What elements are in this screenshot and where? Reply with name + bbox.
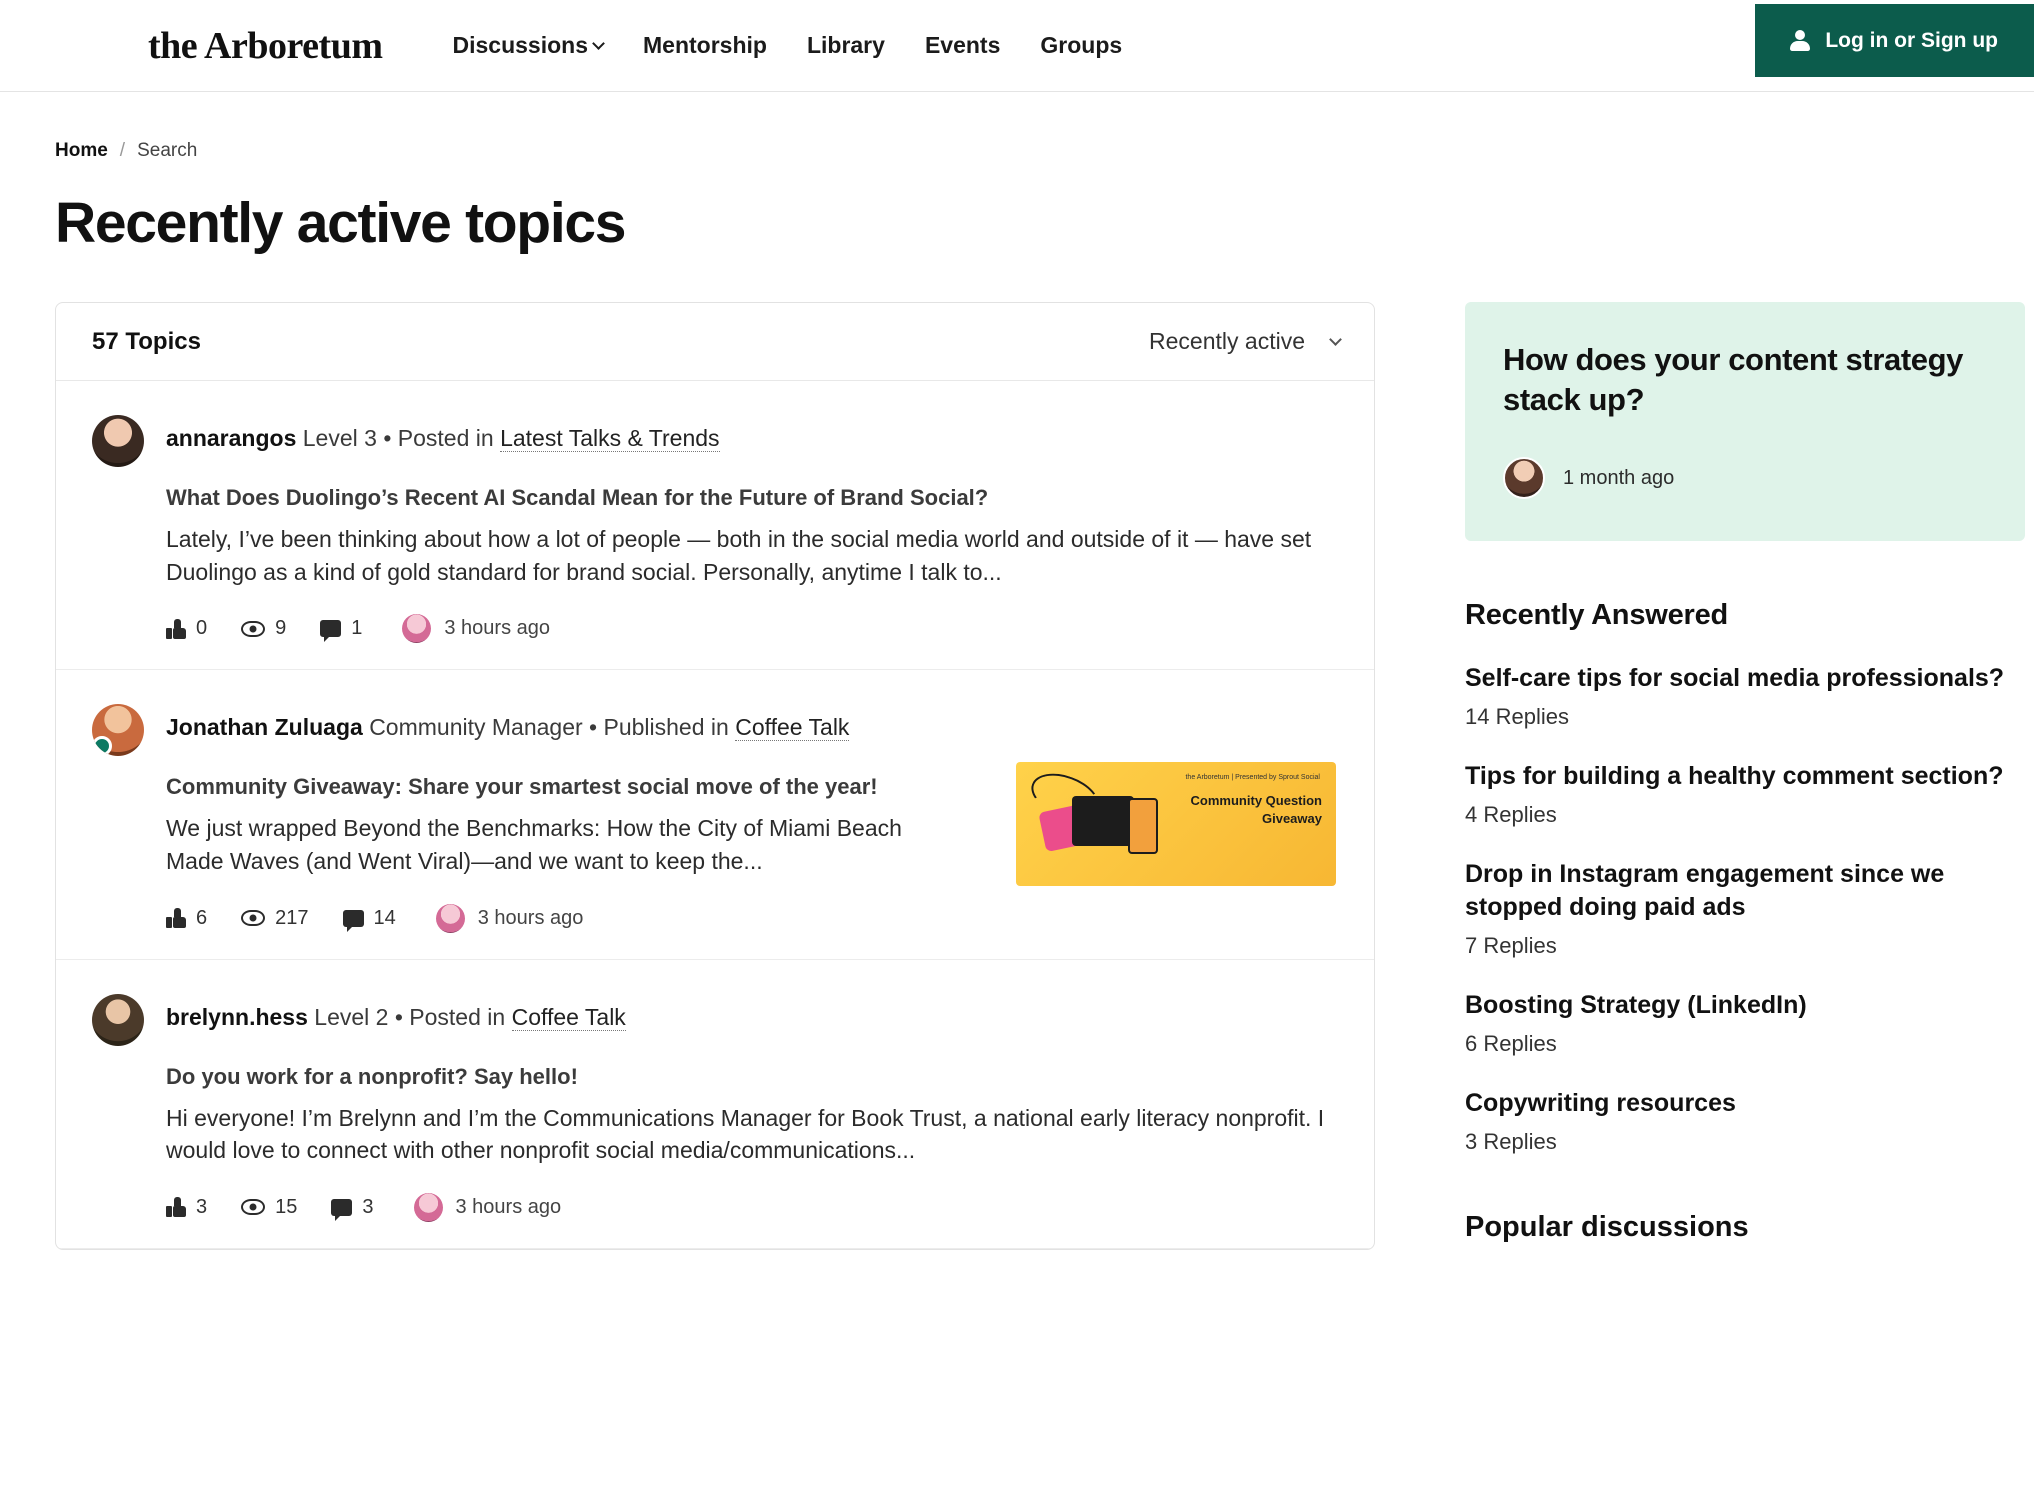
- answered-replies: 14 Replies: [1465, 704, 1569, 730]
- list-item[interactable]: [1465, 858, 2025, 959]
- topic-header: [92, 704, 1338, 756]
- topic-meta: [166, 704, 849, 743]
- site-header: [0, 0, 2034, 92]
- topic-row[interactable]: [56, 960, 1374, 1249]
- answered-question[interactable]: Copywriting resources: [1465, 1089, 1736, 1118]
- list-item[interactable]: [1465, 989, 2025, 1057]
- topic-meta: [166, 994, 626, 1033]
- comment-icon: [331, 1199, 352, 1216]
- thumbnail-small-text: the Arboretum | Presented by Sprout Social: [1185, 774, 1320, 782]
- verified-badge-icon: [92, 736, 112, 756]
- last-activity: [414, 1193, 562, 1222]
- topic-author-meta: Community Manager • Published in: [369, 714, 729, 741]
- view-stat: [241, 907, 308, 930]
- chevron-down-icon: [592, 37, 605, 50]
- chevron-down-icon: [1329, 333, 1342, 346]
- avatar[interactable]: [414, 1193, 443, 1222]
- nav-item-events[interactable]: Events: [924, 32, 1001, 58]
- topic-stats: [166, 904, 1338, 933]
- topic-header: [92, 415, 1338, 467]
- recently-answered-heading: Recently Answered: [1465, 599, 1729, 632]
- thumbs-up-icon: [166, 1197, 186, 1217]
- thumbnail-headline: Community Question Giveaway: [1190, 793, 1322, 826]
- thumbs-up-icon: [166, 619, 186, 639]
- timestamp: 3 hours ago: [455, 1195, 562, 1218]
- eye-icon: [241, 910, 265, 926]
- topic-header: [92, 994, 1338, 1046]
- promo-card[interactable]: [1465, 302, 2025, 541]
- comment-icon: [343, 910, 364, 927]
- login-signup-button[interactable]: [1755, 4, 2034, 77]
- sidebar: [1465, 302, 2025, 1244]
- topic-title[interactable]: Community Giveaway: Share your smartest social move of the year!: [166, 774, 878, 800]
- answered-replies: 4 Replies: [1465, 802, 1557, 828]
- avatar[interactable]: [1503, 457, 1545, 499]
- nav-item-library[interactable]: Library: [806, 32, 885, 58]
- sort-dropdown[interactable]: [1149, 328, 1340, 355]
- promo-meta: [1503, 457, 1987, 499]
- list-item[interactable]: [1465, 662, 2025, 730]
- sort-dropdown-value: Recently active: [1149, 328, 1305, 354]
- topic-excerpt: Hi everyone! I’m Brelynn and I’m the Communications Manager for Book Trust, a national early literacy nonprofit. I would love to connect with other nonprofit social media/communications...: [166, 1104, 1325, 1164]
- comment-stat[interactable]: [331, 1196, 373, 1219]
- topics-card-header: [56, 303, 1374, 381]
- decorative-shape: [1072, 796, 1134, 846]
- list-item[interactable]: [1465, 1087, 2025, 1155]
- like-stat[interactable]: [166, 1196, 207, 1219]
- list-item[interactable]: [1465, 760, 2025, 828]
- like-count: 0: [196, 617, 208, 640]
- topic-stats: [166, 614, 1338, 643]
- avatar[interactable]: [92, 994, 144, 1046]
- breadcrumb-current: Search: [137, 140, 198, 161]
- avatar[interactable]: [402, 614, 431, 643]
- topic-row[interactable]: [56, 381, 1374, 670]
- breadcrumb-home[interactable]: Home: [55, 140, 108, 161]
- login-signup-label: Log in or Sign up: [1825, 28, 1998, 52]
- comment-stat[interactable]: [320, 617, 362, 640]
- avatar[interactable]: [436, 904, 465, 933]
- site-logo[interactable]: the Arboretum: [148, 24, 383, 67]
- topic-author[interactable]: annarangos: [166, 425, 297, 451]
- topic-stats: [166, 1193, 1338, 1222]
- topic-author-meta: Level 2 • Posted in: [314, 1003, 506, 1030]
- last-activity: [402, 614, 550, 643]
- topic-author[interactable]: brelynn.hess: [166, 1003, 308, 1030]
- topic-category[interactable]: Latest Talks & Trends: [500, 425, 720, 451]
- comment-stat[interactable]: [343, 907, 396, 930]
- nav-item-label: Discussions: [452, 32, 588, 58]
- like-stat[interactable]: [166, 907, 207, 930]
- breadcrumb-separator: /: [119, 140, 126, 161]
- view-stat: [241, 1196, 297, 1219]
- last-activity: [436, 904, 584, 933]
- answered-question[interactable]: Self-care tips for social media professionals?: [1465, 664, 2005, 693]
- comment-icon: [320, 620, 341, 637]
- topic-excerpt: We just wrapped Beyond the Benchmarks: How the City of Miami Beach Made Waves (and Went Viral)—and we want to keep the...: [166, 815, 902, 874]
- topic-category[interactable]: Coffee Talk: [735, 714, 850, 741]
- topic-row[interactable]: [56, 670, 1374, 959]
- answered-question[interactable]: Boosting Strategy (LinkedIn): [1465, 991, 1807, 1020]
- topic-body: [166, 1064, 1338, 1167]
- nav-item-groups[interactable]: Groups: [1040, 32, 1123, 58]
- like-stat[interactable]: [166, 617, 207, 640]
- timestamp: 3 hours ago: [444, 617, 551, 640]
- promo-timestamp: 1 month ago: [1563, 466, 1675, 489]
- answered-replies: 3 Replies: [1465, 1129, 1557, 1155]
- topic-category[interactable]: Coffee Talk: [511, 1003, 626, 1030]
- avatar[interactable]: [92, 415, 144, 467]
- topic-title[interactable]: Do you work for a nonprofit? Say hello!: [166, 1063, 578, 1089]
- topic-author[interactable]: Jonathan Zuluaga: [166, 714, 363, 741]
- topic-excerpt: Lately, I’ve been thinking about how a lot of people — both in the social media world and outside of it — have set Duolingo as a kind of gold standard for brand social. Personally, anytime I talk to...: [166, 526, 1312, 585]
- nav-item-discussions[interactable]: [453, 32, 604, 59]
- nav-item-mentorship[interactable]: Mentorship: [643, 32, 767, 58]
- like-count: 3: [196, 1195, 208, 1218]
- answered-replies: 6 Replies: [1465, 1031, 1557, 1057]
- view-count: 217: [275, 906, 309, 929]
- answered-question[interactable]: Tips for building a healthy comment section?: [1465, 762, 2004, 791]
- eye-icon: [241, 1199, 265, 1215]
- timestamp: 3 hours ago: [477, 906, 584, 929]
- topics-card: [55, 302, 1375, 1250]
- topic-thumbnail[interactable]: [1016, 762, 1336, 886]
- view-count: 9: [275, 617, 287, 640]
- person-icon: [1789, 30, 1811, 52]
- answered-question[interactable]: Drop in Instagram engagement since we stopped doing paid ads: [1465, 860, 1945, 922]
- answered-replies: 7 Replies: [1465, 933, 1557, 959]
- eye-icon: [241, 621, 265, 637]
- view-stat: [241, 617, 286, 640]
- decorative-shape: [1128, 798, 1158, 854]
- thumbs-up-icon: [166, 908, 186, 928]
- topics-count: 57 Topics: [92, 327, 201, 355]
- comment-count: 1: [351, 617, 363, 640]
- topic-author-meta: Level 3 • Posted in: [302, 425, 494, 451]
- like-count: 6: [196, 906, 208, 929]
- comment-count: 14: [373, 906, 396, 929]
- breadcrumb: [55, 140, 2034, 162]
- promo-title: How does your content strategy stack up?: [1503, 342, 1963, 417]
- main-nav: [453, 32, 1123, 59]
- view-count: 15: [275, 1195, 298, 1218]
- comment-count: 3: [362, 1195, 374, 1218]
- topic-body: [166, 485, 1338, 588]
- page-content: [0, 302, 2034, 1250]
- page-title: Recently active topics: [55, 191, 626, 255]
- topic-meta: [166, 415, 720, 454]
- topic-title[interactable]: What Does Duolingo’s Recent AI Scandal Mean for the Future of Brand Social?: [166, 485, 989, 510]
- avatar[interactable]: [92, 704, 144, 756]
- next-section-heading: Popular discussions: [1465, 1211, 1749, 1244]
